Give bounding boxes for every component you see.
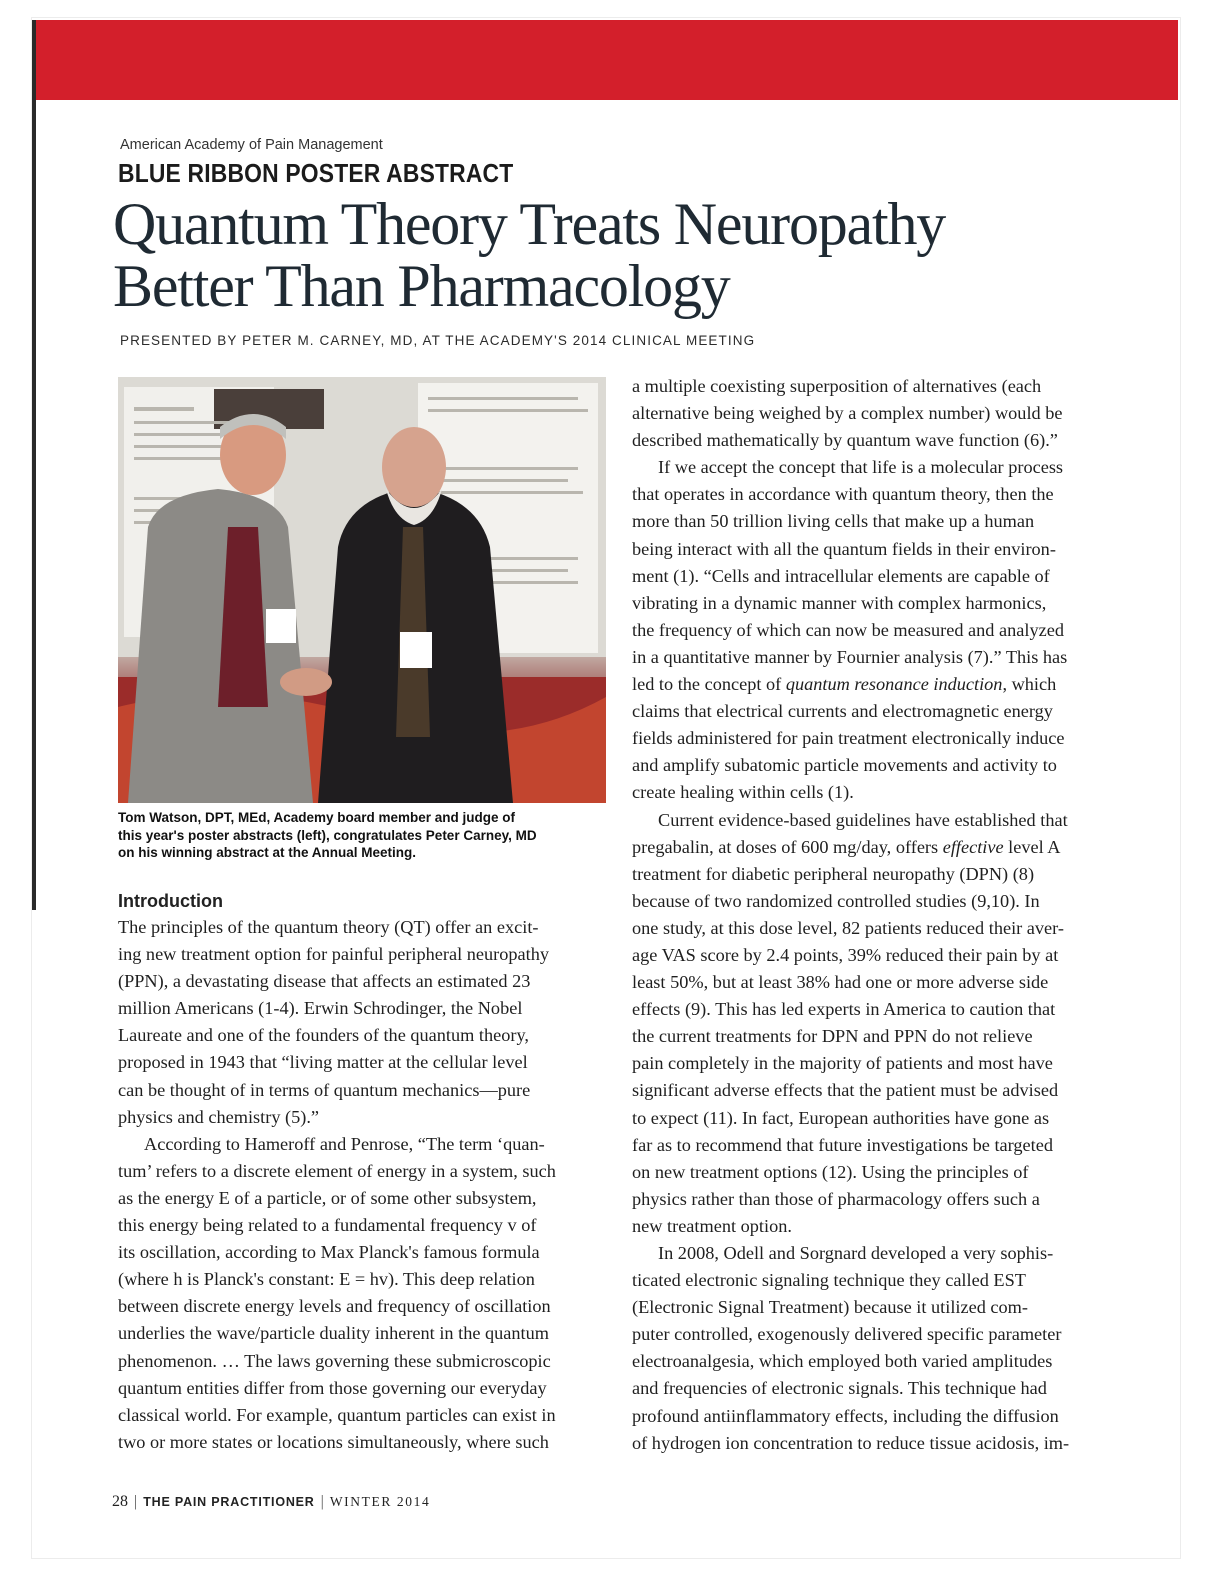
title-line-1: Quantum Theory Treats Neuropathy — [113, 191, 946, 257]
text-line: in a quantitative manner by Fournier analysis (7).” This has — [632, 646, 1068, 667]
text-line: physics rather than those of pharmacology offers such a — [632, 1188, 1040, 1209]
text-line: In 2008, Odell and Sorgnard developed a very sophis- — [658, 1243, 1054, 1263]
text-line: described mathematically by quantum wave function (6).” — [632, 430, 1058, 451]
text-line: (Electronic Signal Treatment) because it utilized com- — [632, 1297, 1028, 1318]
text-line: Laureate and one of the founders of the quantum theory, — [118, 1025, 530, 1046]
text-line: its oscillation, according to Max Planck's famous formula — [118, 1242, 540, 1263]
text-line: being interact with all the quantum fields in their environ- — [632, 538, 1056, 559]
article-title — [113, 193, 1113, 317]
article-byline: PRESENTED BY PETER M. CARNEY, MD, AT THE ACADEMY'S 2014 CLINICAL MEETING — [120, 333, 756, 348]
intro-paragraph-2 — [118, 1131, 610, 1456]
text-line: ment (1). “Cells and intracellular elements are capable of — [632, 565, 1050, 586]
text-line: puter controlled, exogenously delivered specific parameter — [632, 1324, 1062, 1345]
header-color-band — [34, 20, 1178, 100]
text-line: claims that electrical currents and electromagnetic energy — [632, 701, 1053, 722]
page-number: 28 — [112, 1493, 128, 1510]
caption-line: Tom Watson, DPT, MEd, Academy board member and judge of — [118, 810, 516, 825]
photo-illustration — [118, 377, 606, 803]
text-line: If we accept the concept that life is a molecular process — [658, 457, 1064, 478]
text-line: because of two randomized controlled studies (9,10). In — [632, 890, 1040, 911]
text-line: ticated electronic signaling technique they called EST — [632, 1270, 1026, 1291]
text-run: , which — [1002, 674, 1057, 695]
text-line: classical world. For example, quantum particles can exist in — [118, 1404, 556, 1425]
text-line: this energy being related to a fundamental frequency v of — [118, 1215, 537, 1236]
footer-separator: | — [320, 1493, 324, 1510]
publication-name: THE PAIN PRACTITIONER — [143, 1495, 315, 1509]
text-line: profound antiinflammatory effects, including the diffusion — [632, 1405, 1059, 1426]
right-column-body — [632, 373, 1118, 1457]
text-line: According to Hameroff and Penrose, “The term ‘quan- — [144, 1133, 545, 1154]
text-line: create healing within cells (1). — [632, 782, 854, 803]
text-line: as the energy E of a particle, or of some other subsystem, — [118, 1187, 537, 1208]
text-line: of hydrogen ion concentration to reduce tissue acidosis, im- — [632, 1432, 1070, 1453]
text-line: the frequency of which can now be measured and analyzed — [632, 619, 1064, 640]
text-line: least 50%, but at least 38% had one or more adverse side — [632, 972, 1049, 993]
text-line: treatment for diabetic peripheral neuropathy (DPN) (8) — [632, 863, 1035, 884]
text-line-with-italic — [632, 834, 1118, 861]
right-paragraph-3 — [632, 807, 1118, 1241]
text-line: tum’ refers to a discrete element of energy in a system, such — [118, 1160, 556, 1181]
text-run: pregabalin, at doses of 600 mg/day, offers — [632, 836, 943, 857]
text-line: significant adverse effects that the patient must be advised — [632, 1080, 1059, 1101]
page-footer — [112, 1493, 430, 1511]
text-line: new treatment option. — [632, 1215, 792, 1236]
text-line: phenomenon. … The laws governing these submicroscopic — [118, 1350, 551, 1371]
issue-label: WINTER 2014 — [329, 1494, 431, 1509]
text-line: (PPN), a devastating disease that affects an estimated 23 — [118, 971, 531, 992]
caption-line: on his winning abstract at the Annual Meeting. — [118, 845, 417, 860]
page-edge-rule — [32, 20, 36, 910]
text-line: fields administered for pain treatment electronically induce — [632, 728, 1065, 749]
text-line-with-italic — [632, 671, 1118, 698]
introduction-heading: Introduction — [118, 891, 223, 911]
right-paragraph-1 — [632, 373, 1118, 454]
text-run: led to the concept of — [632, 674, 786, 695]
section-label: BLUE RIBBON POSTER ABSTRACT — [118, 158, 514, 188]
organization-name: American Academy of Pain Management — [120, 137, 383, 153]
footer-separator: | — [134, 1493, 138, 1510]
event-photo — [118, 377, 606, 803]
text-line: far as to recommend that future investigations be targeted — [632, 1134, 1054, 1155]
italic-term: effective — [942, 836, 1004, 857]
photo-caption — [118, 809, 606, 862]
text-line: effects (9). This has led experts in America to caution that — [632, 999, 1056, 1020]
text-line: (where h is Planck's constant: E = hv). This deep relation — [118, 1269, 535, 1290]
text-line: proposed in 1943 that “living matter at the cellular level — [118, 1052, 528, 1073]
text-line: pain completely in the majority of patients and most have — [632, 1053, 1053, 1074]
text-line: two or more states or locations simultaneously, where such — [118, 1431, 549, 1452]
text-line: alternative being weighed by a complex number) would be — [632, 403, 1063, 424]
text-line: more than 50 trillion living cells that make up a human — [632, 511, 1035, 532]
text-line: to expect (11). In fact, European authorities have gone as — [632, 1107, 1050, 1128]
text-line: ing new treatment option for painful peripheral neuropathy — [118, 944, 549, 965]
text-run: level A — [1003, 836, 1061, 857]
text-line: underlies the wave/particle duality inherent in the quantum — [118, 1323, 549, 1344]
text-line: and amplify subatomic particle movements and activity to — [632, 755, 1057, 776]
caption-line: this year's poster abstracts (left), congratulates Peter Carney, MD — [118, 827, 537, 843]
text-line: age VAS score by 2.4 points, 39% reduced their pain by at — [632, 944, 1059, 965]
text-line: vibrating in a dynamic manner with complex harmonics, — [632, 592, 1047, 613]
text-line: that operates in accordance with quantum theory, then the — [632, 484, 1054, 505]
text-line: can be thought of in terms of quantum mechanics—pure — [118, 1079, 531, 1100]
text-line: and frequencies of electronic signals. This technique had — [632, 1378, 1047, 1399]
text-line: one study, at this dose level, 82 patients reduced their aver- — [632, 917, 1064, 938]
left-column-body — [118, 914, 610, 1456]
title-line-2: Better Than Pharmacology — [113, 253, 730, 319]
text-line: The principles of the quantum theory (QT) offer an excit- — [118, 917, 539, 937]
text-line: Current evidence-based guidelines have established that — [658, 809, 1068, 830]
text-line: on new treatment options (12). Using the principles of — [632, 1161, 1029, 1182]
right-paragraph-2 — [632, 454, 1118, 806]
text-line: million Americans (1-4). Erwin Schrodinger, the Nobel — [118, 998, 523, 1019]
intro-paragraph-1 — [118, 914, 610, 1131]
text-line: the current treatments for DPN and PPN do not relieve — [632, 1026, 1033, 1047]
text-line: between discrete energy levels and frequency of oscillation — [118, 1296, 551, 1317]
text-line: quantum entities differ from those governing our everyday — [118, 1377, 547, 1398]
text-line: a multiple coexisting superposition of alternatives (each — [632, 376, 1042, 396]
right-paragraph-4 — [632, 1240, 1118, 1457]
italic-term: quantum resonance induction — [785, 674, 1003, 695]
text-line: physics and chemistry (5).” — [118, 1106, 320, 1127]
text-line: electroanalgesia, which employed both varied amplitudes — [632, 1351, 1053, 1372]
